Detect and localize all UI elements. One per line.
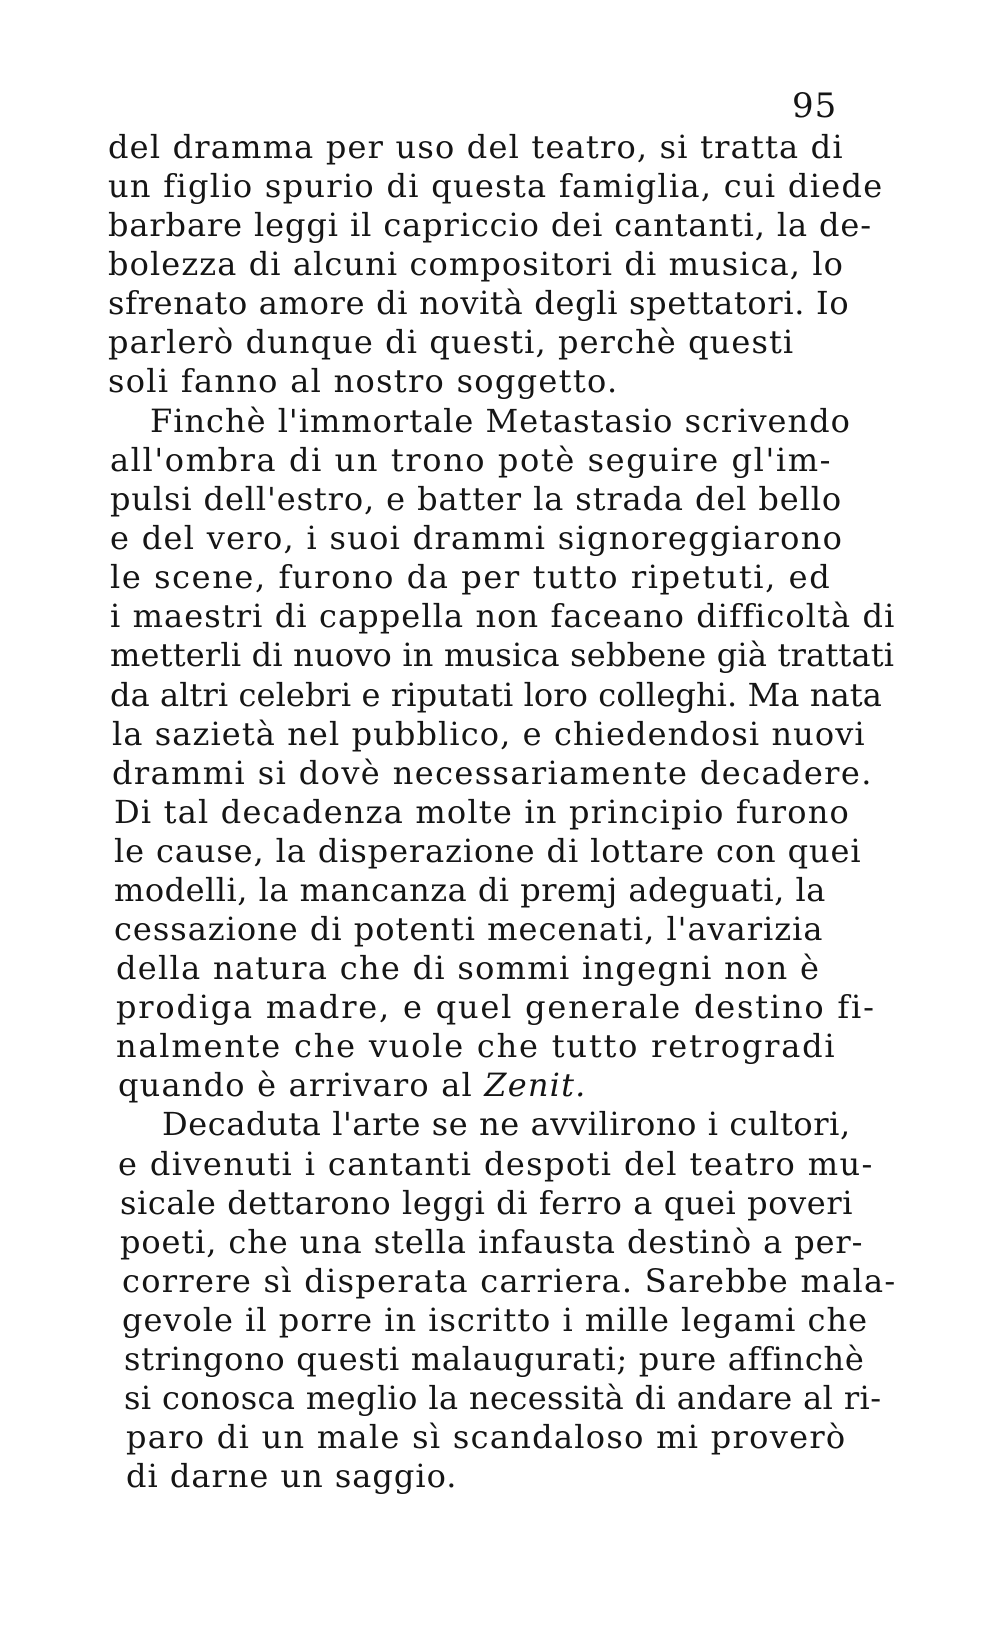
text-line: i maestri di cappella non faceano difficoltà di [110, 597, 896, 635]
text-line: le cause, la disperazione di lottare con quei [114, 832, 862, 870]
text-line: nalmente che vuole che tutto retrogradi [116, 1027, 837, 1065]
text-line: prodiga madre, e quel generale destino fi- [116, 988, 876, 1026]
text-line: sfrenato amore di novità degli spettatori. Io [108, 284, 850, 322]
text-line: cessazione di potenti mecenati, l'avarizia [114, 910, 824, 948]
text-line: stringono questi malaugurati; pure affinchè [124, 1340, 865, 1378]
text-line: si conosca meglio la necessità di andare al ri- [124, 1379, 882, 1417]
text-line: modelli, la mancanza di premj adeguati, la [114, 871, 826, 909]
text-line: un figlio spurio di questa famiglia, cui diede [108, 167, 884, 205]
text-line: paro di un male sì scandaloso mi proverò [126, 1418, 847, 1456]
text-line: bolezza di alcuni compositori di musica, lo [108, 245, 845, 283]
paragraph-start-line: Finchè l'immortale Metastasio scrivendo [150, 402, 851, 440]
text-line-with-italic [118, 1066, 587, 1104]
text-line: e divenuti i cantanti despoti del teatro mu- [118, 1145, 874, 1183]
text-line: le scene, furono da per tutto ripetuti, ed [110, 558, 832, 596]
italic-word-zenit: Zenit. [484, 1066, 587, 1104]
text-line: poeti, che una stella infausta destinò a per- [120, 1223, 864, 1261]
text-line: parlerò dunque di questi, perchè questi [108, 323, 795, 361]
text-line: barbare leggi il capriccio dei cantanti, la de- [108, 206, 872, 244]
text-line: all'ombra di un trono potè seguire gl'im- [110, 441, 833, 479]
text-line: da altri celebri e riputati loro colleghi. Ma nata [110, 676, 882, 714]
text-line: gevole il porre in iscritto i mille legami che [122, 1301, 868, 1339]
text-line: Di tal decadenza molte in principio furono [114, 793, 851, 831]
text-line: della natura che di sommi ingegni non è [116, 949, 821, 987]
paragraph-start-line: Decaduta l'arte se ne avvilirono i cultori, [162, 1105, 851, 1143]
text-line: di darne un saggio. [126, 1457, 458, 1495]
text-line: pulsi dell'estro, e batter la strada del bello [110, 480, 843, 518]
page-number: 95 [792, 86, 838, 126]
text-line: correre sì disperata carriera. Sarebbe mala- [122, 1262, 897, 1300]
text-line-prefix: quando è arrivaro al [118, 1066, 473, 1104]
text-line: drammi si dovè necessariamente decadere. [112, 754, 873, 792]
text-line: metterli di nuovo in musica sebbene già trattati [110, 636, 895, 674]
text-line: sicale dettarono leggi di ferro a quei poveri [120, 1184, 854, 1222]
text-line: la sazietà nel pubblico, e chiedendosi nuovi [112, 715, 866, 753]
text-line: del dramma per uso del teatro, si tratta di [108, 128, 844, 166]
text-line: soli fanno al nostro soggetto. [108, 362, 619, 400]
text-line: e del vero, i suoi drammi signoreggiarono [110, 519, 844, 557]
